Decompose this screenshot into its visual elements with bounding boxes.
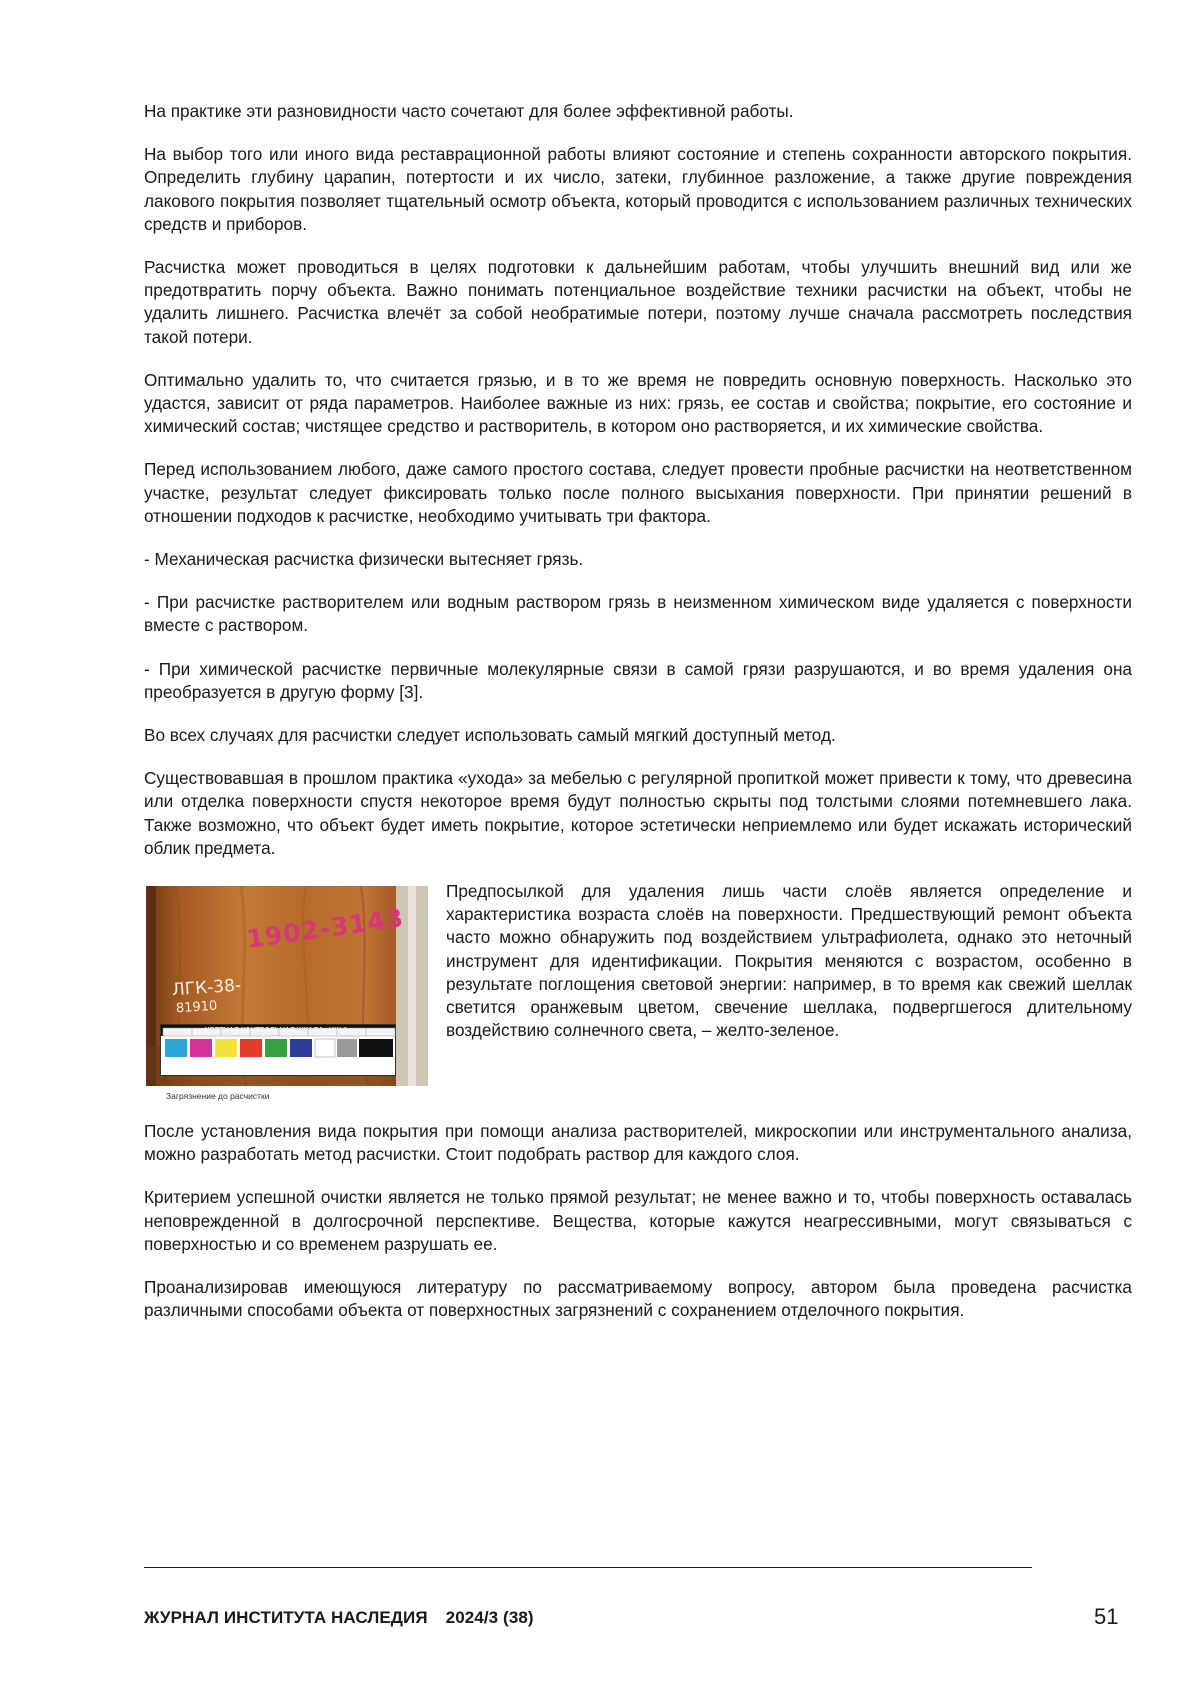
- footer-divider: [144, 1567, 1032, 1568]
- photo-marking-white: 81910: [175, 998, 218, 1017]
- article-body: [144, 100, 1132, 1343]
- furniture-photo: [146, 886, 428, 1086]
- photo-marking-pink: 1902-3143: [244, 903, 406, 954]
- page-number: 51: [1094, 1604, 1119, 1629]
- paragraph: Перед использованием любого, даже самого простого состава, следует провести пробные расчистки на неответственном участке, результат следует фиксировать только после полного высыхания поверхности. При принятии решений в отношении подходов к расчистке, необходимо учитывать три фактора.: [144, 459, 1132, 526]
- paragraph: На выбор того или иного вида реставрационной работы влияют состояние и степень сохранности авторского покрытия. Определить глубину царапин, потертости и их число, затеки, глубинное разложение, а также другие повреждения лакового покрытия позволяет тщательный осмотр объекта, который проводится с использованием различных технических средств и приборов.: [144, 144, 1132, 234]
- paragraph: Расчистка может проводиться в целях подготовки к дальнейшим работам, чтобы улучшить внешний вид или же предотвратить порчу объекта. Важно понимать потенциальное воздействие техники расчистки на объект, чтобы не удалить лишнего. Расчистка влечёт за собой необратимые потери, поэтому лучше сначала рассмотреть последствия такой потери.: [144, 257, 1132, 347]
- journal-issue: 2024/3 (38): [445, 1608, 534, 1627]
- paragraph: Оптимально удалить то, что считается грязью, и в то же время не повредить основную поверхность. Насколько это удастся, зависит от ряда параметров. Наиболее важные из них: грязь, ее состав и свойства; покрытие, его состояние и химический состав; чистящее средство и растворитель, в котором оно растворяется, и их химические свойства.: [144, 369, 1132, 437]
- footer-journal-title: [144, 1608, 534, 1628]
- paragraph: На практике эти разновидности часто сочетают для более эффективной работы.: [144, 101, 794, 121]
- paragraph: Существовавшая в прошлом практика «ухода» за мебелью с регулярной пропиткой может привести к тому, что древесина или отделка поверхности спустя некоторое время будут полностью скрыты под толстыми слоями потемневшего лака. Также возможно, что объект будет иметь покрытие, которое эстетически неприемлемо или будет искажать исторический облик предмета.: [144, 768, 1132, 858]
- list-item: - Механическая расчистка физически вытесняет грязь.: [144, 549, 584, 570]
- figure: [146, 886, 428, 1102]
- paragraph: Во всех случаях для расчистки следует использовать самый мягкий доступный метод.: [144, 725, 836, 746]
- figure-block: [144, 880, 1132, 1120]
- list-item: - При химической расчистке первичные молекулярные связи в самой грязи разрушаются, и во время удаления она преобразуется в другую форму [3].: [144, 658, 1132, 702]
- paragraph: После установления вида покрытия при помощи анализа растворителей, микроскопии или инструментального анализа, можно разработать метод расчистки. Стоит подобрать раствор для каждого слоя.: [144, 1121, 1132, 1165]
- photo-marking-white: ЛГК-38-: [171, 975, 242, 1001]
- list-item: - При расчистке растворителем или водным раствором грязь в неизменном химическом виде удаляется с поверхности вместе с раствором.: [144, 592, 1132, 636]
- figure-caption: Загрязнение до расчистки: [166, 1091, 270, 1102]
- journal-name: ЖУРНАЛ ИНСТИТУТА НАСЛЕДИЯ: [144, 1608, 428, 1627]
- paragraph: Проанализировав имеющуюся литературу по рассматриваемому вопросу, автором была проведена расчистка различными способами объекта от поверхностных загрязнений с сохранением отделочного покрытия.: [144, 1277, 1132, 1321]
- paragraph: Критерием успешной очистки является не только прямой результат; не менее важно и то, чтобы поверхность оставалась неповрежденной в долгосрочной перспективе. Вещества, которые кажутся неагрессивными, могут связываться с поверхностью и со временем разрушать ее.: [144, 1187, 1132, 1254]
- color-scale-card: [160, 1024, 396, 1076]
- figure-side-text: Предпосылкой для удаления лишь части слоёв является определение и характеристика возраста слоёв на поверхности. Предшествующий ремонт объекта часто можно обнаружить под воздействием ультрафиолета, однако это неточный инструмент для идентификации. Покрытия меняются с возрастом, особенно в результате поглощения световой энергии: например, в то время как свежий шеллак светится оранжевым цветом, свечение шеллака, подвергшегося длительному воздействию солнечного света, – желто-зеленое.: [446, 881, 1132, 1041]
- color-swatches: [161, 1025, 397, 1065]
